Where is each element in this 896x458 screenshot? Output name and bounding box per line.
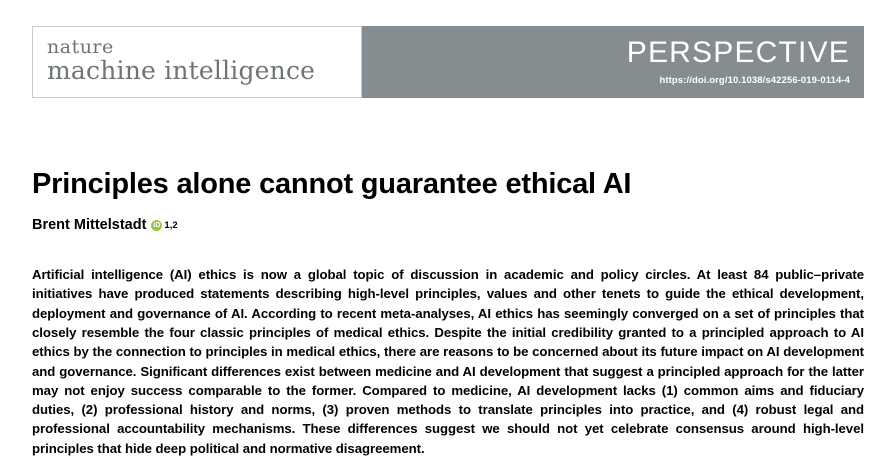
- doi-link[interactable]: https://doi.org/10.1038/s42256-019-0114-4: [659, 75, 850, 86]
- page-title: Principles alone cannot guarantee ethical AI: [32, 168, 632, 201]
- journal-name-nature: nature: [47, 36, 114, 59]
- journal-masthead: [32, 26, 864, 98]
- author-byline: [32, 217, 178, 233]
- author-name: Brent Mittelstadt: [32, 217, 147, 233]
- journal-name-machine-intelligence: machine intelligence: [47, 56, 316, 86]
- journal-logo: [32, 26, 362, 98]
- abstract-text: Artificial intelligence (AI) ethics is now a global topic of discussion in academic and policy circles. At least 84 public–private initiatives have produced statements describing high-level principles, values and other tenets to guide the ethical development, deployment and governance of AI. According to recent meta-analyses, AI ethics has seemingly converged on a set of principles that closely resemble the four classic principles of medical ethics. Despite the initial credibility granted to a principled approach to AI ethics by the connection to principles in medical ethics, there are reasons to be concerned about its future impact on AI development and governance. Significant differences exist between medicine and AI development that suggest a principled approach for the latter may not enjoy success comparable to the former. Compared to medicine, AI development lacks (1) common aims and fiduciary duties, (2) professional history and norms, (3) proven methods to translate principles into practice, and (4) robust legal and professional accountability mechanisms. These differences suggest we should not yet celebrate consensus around high-level principles that hide deep political and normative disagreement.: [32, 267, 864, 456]
- section-label: PERSPECTIVE: [626, 36, 850, 69]
- section-banner: [362, 26, 864, 98]
- affiliation-markers: 1,2: [164, 219, 178, 231]
- orcid-icon[interactable]: [151, 220, 162, 231]
